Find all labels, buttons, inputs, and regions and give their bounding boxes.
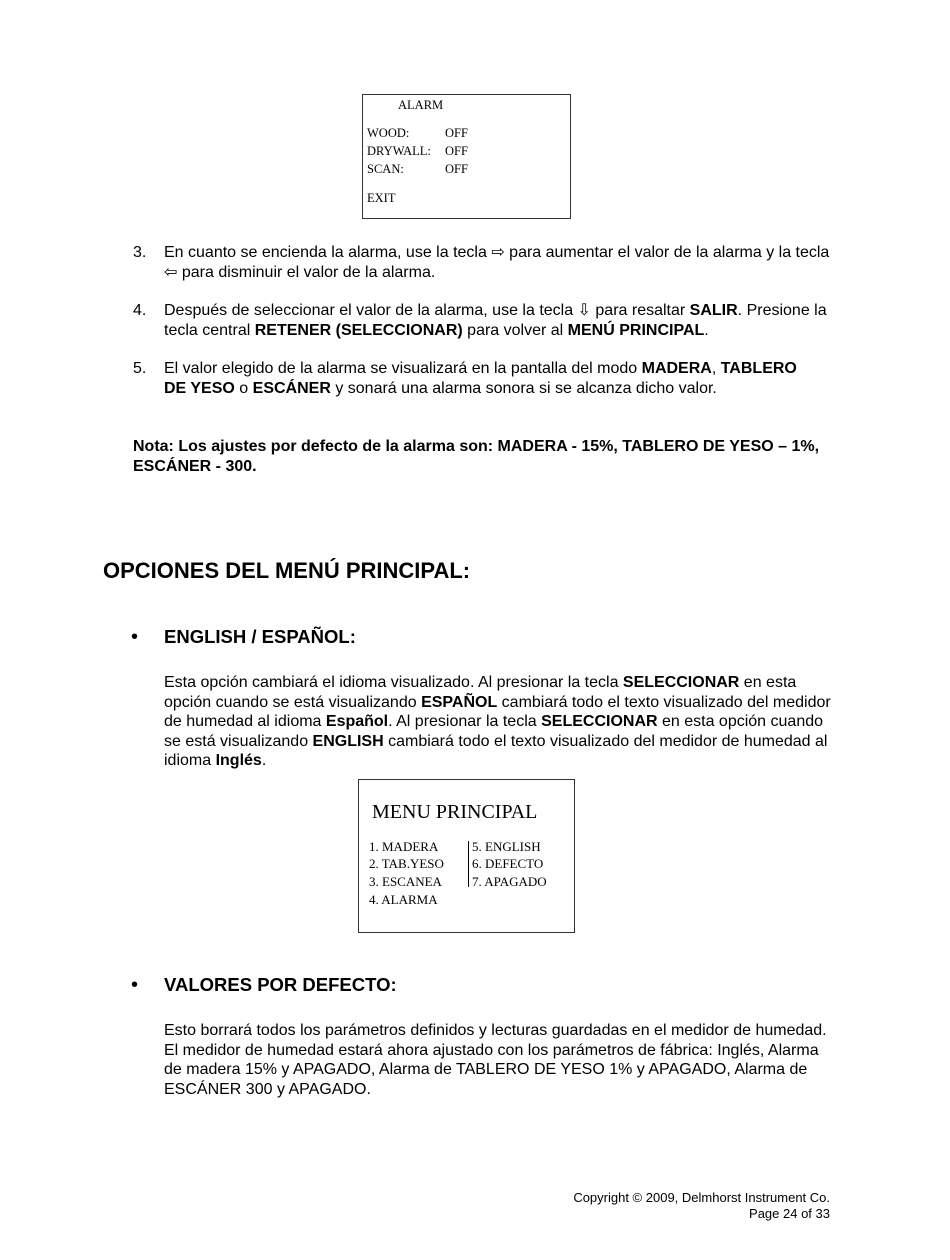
menu-option: 7. APAGADO (472, 874, 547, 889)
text-run: . Presione la tecla central (164, 302, 827, 339)
step-text (164, 243, 836, 282)
emphasized-term: ENGLISH (312, 732, 384, 750)
bullet-mark: • (131, 626, 139, 648)
text-run: . Al presionar la tecla (388, 713, 542, 730)
emphasized-term: MENÚ PRINCIPAL (567, 321, 705, 339)
alarm-row-label: DRYWALL: (367, 144, 431, 158)
text-run: En cuanto se encienda la alarma, use la tecla ⇨ para aumentar el valor de la alarma y la tecla ⇦ para disminuir el valor de la alarma. (164, 244, 830, 281)
menu-option: 1. MADERA (369, 839, 439, 854)
menu-option: 4. ALARMA (369, 892, 438, 907)
emphasized-term: RETENER (SELECCIONAR) (254, 321, 463, 339)
page-number: Page 24 of 33 (749, 1205, 830, 1221)
text-run: Esta opción cambiará el idioma visualizado. Al presionar la tecla (164, 674, 623, 691)
alarm-exit-item: EXIT (367, 191, 396, 205)
alarm-row-value: OFF (445, 126, 468, 140)
defaults-section-body: Esto borrará todos los parámetros definidos y lecturas guardadas en el medidor de humedad. El medidor de humedad estará ahora ajustado con los parámetros de fábrica: Inglés, Alarma de madera 15% y APAGADO, Alarma de TABLERO DE YESO 1% y APAGADO, Alarma de ESCÁNER 300 y APAGADO. (164, 1022, 827, 1098)
text-run: en esta opción cuando se está visualizando (164, 713, 824, 750)
copyright-text: Copyright © 2009, Delmhorst Instrument Co. (573, 1190, 830, 1205)
step-text (164, 359, 809, 398)
emphasized-term: TABLERO DE YESO (164, 360, 797, 397)
emphasized-term: SELECCIONAR (622, 674, 740, 691)
alarm-screen-image (362, 94, 571, 219)
menu-column-divider (468, 841, 469, 887)
step-text (164, 301, 836, 340)
step-number: 4. (133, 302, 147, 319)
main-menu-title: MENU PRINCIPAL (372, 801, 538, 823)
step-number: 5. (133, 360, 147, 377)
emphasized-term: MADERA (641, 360, 712, 377)
text-run: cambiará todo el texto visualizado del medidor de humedad al idioma (164, 732, 828, 769)
text-run: Después de seleccionar el valor de la alarma, use la tecla ⇩ para resaltar (164, 302, 690, 319)
english-section-heading: ENGLISH / ESPAÑOL: (164, 626, 356, 647)
main-menu-screen-image (358, 779, 575, 933)
text-run: El valor elegido de la alarma se visualizará en la pantalla del modo (164, 360, 642, 377)
emphasized-term: Inglés (215, 752, 262, 769)
emphasized-term: ESPAÑOL (421, 693, 498, 711)
bullet-mark: • (131, 974, 139, 996)
alarm-screen-title: ALARM (398, 98, 444, 112)
text-run: , (711, 360, 721, 377)
alarm-row-label: SCAN: (367, 162, 404, 176)
emphasized-term: SELECCIONAR (541, 713, 658, 730)
text-run: y sonará una alarma sonora si se alcanza dicho valor. (330, 379, 717, 397)
menu-option: 3. ESCANEA (369, 874, 442, 889)
step-number: 3. (133, 244, 147, 261)
text-run: . (704, 321, 709, 339)
text-run: en esta opción cuando se está visualizando (164, 674, 797, 711)
emphasized-term: SALIR (689, 302, 738, 319)
text-run: . (261, 752, 267, 769)
page-footer (573, 1190, 830, 1221)
default-alarm-note: Nota: Los ajustes por defecto de la alarma son: MADERA - 15%, TABLERO DE YESO – 1%, ESCÁNER - 300. (133, 438, 820, 475)
alarm-row-value: OFF (445, 144, 468, 158)
section-title: OPCIONES DEL MENÚ PRINCIPAL: (103, 558, 471, 583)
english-section-body (164, 673, 836, 771)
menu-option: 6. DEFECTO (472, 856, 544, 871)
text-run: para volver al (462, 321, 568, 339)
alarm-row-value: OFF (445, 162, 468, 176)
defaults-section-heading: VALORES POR DEFECTO: (164, 974, 397, 995)
alarm-row-label: WOOD: (367, 126, 410, 140)
emphasized-term: ESCÁNER (252, 379, 331, 397)
menu-option: 2. TAB.YESO (369, 856, 444, 871)
text-run: o (234, 379, 253, 397)
menu-option: 5. ENGLISH (472, 839, 541, 854)
emphasized-term: Español (325, 713, 389, 730)
text-run: cambiará todo el texto visualizado del medidor de humedad al idioma (164, 693, 831, 730)
